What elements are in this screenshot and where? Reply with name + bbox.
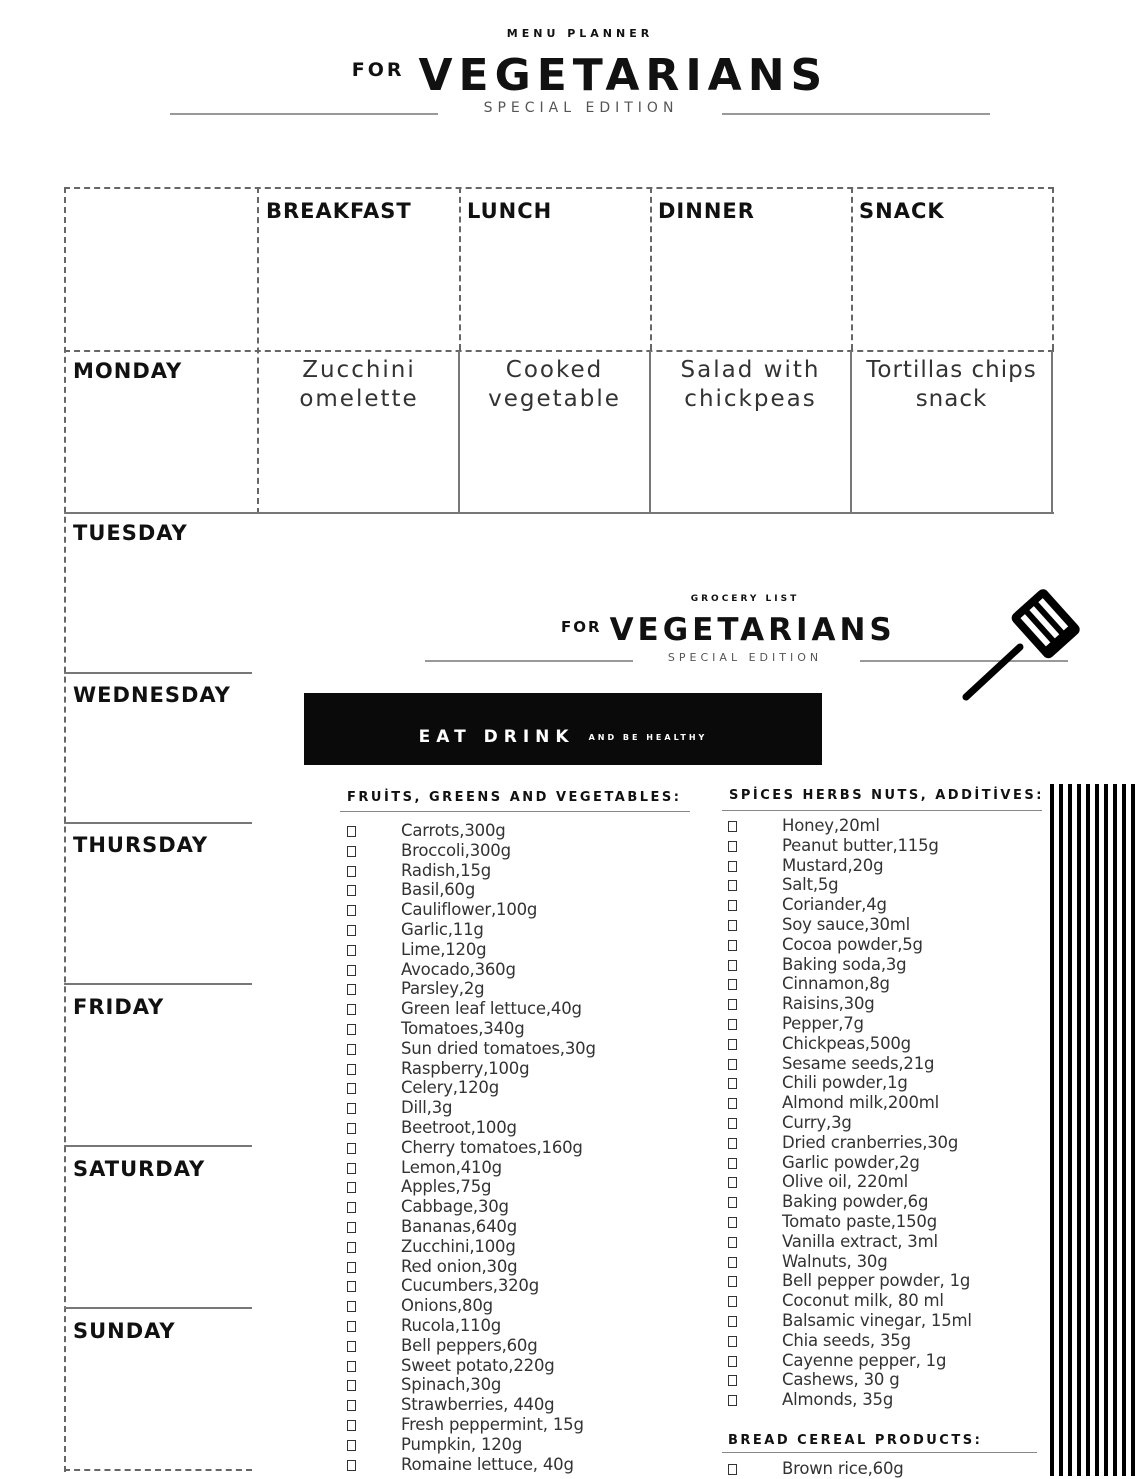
- grocery-item-label: Avocado,360g: [401, 959, 516, 979]
- grocery-item-label: Beetroot,100g: [401, 1117, 517, 1137]
- header-rule-right: [722, 113, 990, 115]
- day-label-saturday: SATURDAY: [73, 1157, 206, 1181]
- grocery-item-label: Tomato paste,150g: [782, 1211, 937, 1231]
- checkbox-icon[interactable]: [347, 905, 356, 916]
- day-label-thursday: THURSDAY: [73, 833, 209, 857]
- grocery-item-label: Coriander,4g: [782, 895, 887, 915]
- monday-dinner-line1: Salad with: [680, 357, 821, 383]
- checkbox-icon[interactable]: [347, 1044, 356, 1055]
- monday-snack-line1: Tortillas chips: [866, 357, 1037, 383]
- grocery-item-label: Cabbage,30g: [401, 1197, 509, 1217]
- grocery-item-label: Peanut butter,115g: [782, 835, 939, 855]
- checkbox-icon[interactable]: [728, 979, 737, 990]
- grocery-item-label: Soy sauce,30ml: [782, 914, 911, 934]
- day-label-friday: FRIDAY: [73, 995, 165, 1019]
- checkbox-icon[interactable]: [728, 1158, 737, 1169]
- checkbox-icon[interactable]: [728, 1217, 737, 1228]
- grocery-item-label: Cayenne pepper, 1g: [782, 1350, 947, 1370]
- fruits-heading-rule: [340, 811, 690, 812]
- monday-snack-line2: snack: [915, 386, 988, 412]
- grid-right-border-top: [1052, 187, 1054, 350]
- grid-top-border: [64, 187, 1054, 189]
- grocery-item-label: Coconut milk, 80 ml: [782, 1291, 944, 1311]
- grocery-item-label: Lime,120g: [401, 939, 487, 959]
- checkbox-icon[interactable]: [347, 1301, 356, 1312]
- checkbox-icon[interactable]: [347, 1341, 356, 1352]
- grocery-item-label: Garlic powder,2g: [782, 1152, 920, 1172]
- checkbox-icon[interactable]: [347, 1242, 356, 1253]
- grocery-item-label: Vanilla extract, 3ml: [782, 1231, 938, 1251]
- checkbox-icon[interactable]: [728, 1039, 737, 1050]
- decorative-stripes: [1050, 784, 1140, 1476]
- checkbox-icon[interactable]: [728, 821, 737, 832]
- checkbox-icon[interactable]: [347, 1083, 356, 1094]
- checkbox-icon[interactable]: [728, 1098, 737, 1109]
- grocery-item-label: Almonds, 35g: [782, 1390, 894, 1410]
- checkbox-icon[interactable]: [347, 1103, 356, 1114]
- grid-col-divider-1: [459, 187, 461, 350]
- monday-breakfast-line1: Zucchini: [302, 357, 416, 383]
- checkbox-icon[interactable]: [728, 1375, 737, 1386]
- grocery-item-label: Zucchini,100g: [401, 1236, 516, 1256]
- grocery-item-label: Bell pepper powder, 1g: [782, 1271, 971, 1291]
- checkbox-icon[interactable]: [347, 1004, 356, 1015]
- checkbox-icon[interactable]: [728, 1078, 737, 1089]
- menu-planner-kicker: MENU PLANNER: [506, 27, 654, 40]
- day-rule-saturday: [64, 1145, 252, 1147]
- grocery-item-label: Sweet potato,220g: [401, 1355, 555, 1375]
- checkbox-icon[interactable]: [728, 1336, 737, 1347]
- spatula-icon: [960, 585, 1085, 705]
- grocery-item-label: Sesame seeds,21g: [782, 1053, 935, 1073]
- checkbox-icon[interactable]: [728, 1019, 737, 1030]
- menu-planner-title: [0, 50, 1140, 101]
- checkbox-icon[interactable]: [347, 925, 356, 936]
- spices-heading-rule: [722, 810, 1042, 811]
- grocery-item-label: Broccoli,300g: [401, 840, 511, 860]
- checkbox-icon[interactable]: [347, 1024, 356, 1035]
- checkbox-icon[interactable]: [347, 1143, 356, 1154]
- checkbox-icon[interactable]: [728, 999, 737, 1010]
- day-rule-friday: [64, 983, 252, 985]
- checkbox-icon[interactable]: [728, 940, 737, 951]
- checkbox-icon[interactable]: [728, 1395, 737, 1406]
- grocery-title-for: FOR: [561, 618, 602, 636]
- grocery-item-label: Baking powder,6g: [782, 1192, 929, 1212]
- monday-bottom-border: [64, 512, 1054, 514]
- checkbox-icon[interactable]: [728, 880, 737, 891]
- grocery-item-label: Bell peppers,60g: [401, 1335, 538, 1355]
- checkbox-icon[interactable]: [728, 1197, 737, 1208]
- checkbox-icon[interactable]: [347, 846, 356, 857]
- checkbox-icon[interactable]: [347, 1440, 356, 1451]
- menu-planner-title-main: VEGETARIANS: [418, 50, 829, 101]
- grocery-item-label: Chickpeas,500g: [782, 1033, 911, 1053]
- grocery-item-label: Balsamic vinegar, 15ml: [782, 1310, 972, 1330]
- grocery-item-label: Sun dried tomatoes,30g: [401, 1038, 596, 1058]
- checkbox-icon[interactable]: [728, 960, 737, 971]
- grocery-item-label: Dill,3g: [401, 1098, 453, 1118]
- grocery-item-label: Romaine lettuce, 40g: [401, 1454, 574, 1474]
- day-label-sunday: SUNDAY: [73, 1319, 176, 1343]
- checkbox-icon[interactable]: [347, 866, 356, 877]
- checkbox-icon[interactable]: [347, 1361, 356, 1372]
- day-label-tuesday: TUESDAY: [73, 521, 188, 545]
- grocery-rule-left: [425, 660, 633, 662]
- grocery-item-label: Cauliflower,100g: [401, 900, 538, 920]
- grid-col-divider-3: [851, 187, 853, 350]
- day-label-monday: MONDAY: [73, 359, 183, 383]
- checkbox-icon[interactable]: [728, 1356, 737, 1367]
- meal-header-lunch: LUNCH: [467, 199, 553, 223]
- grocery-item-label: Celery,120g: [401, 1078, 499, 1098]
- spices-heading: SPİCES HERBS NUTS, ADDİTİVES:: [729, 788, 1044, 803]
- day-label-wednesday: WEDNESDAY: [73, 683, 231, 707]
- grocery-item-label: Pumpkin, 120g: [401, 1434, 523, 1454]
- checkbox-icon[interactable]: [728, 1316, 737, 1327]
- meal-header-snack: SNACK: [859, 199, 945, 223]
- grocery-kicker: GROCERY LIST: [690, 594, 800, 604]
- day-rule-thursday: [64, 822, 252, 824]
- checkbox-icon[interactable]: [728, 920, 737, 931]
- checkbox-icon[interactable]: [728, 900, 737, 911]
- checkbox-icon[interactable]: [728, 1118, 737, 1129]
- grocery-item-label: Mustard,20g: [782, 855, 884, 875]
- checkbox-icon[interactable]: [728, 1059, 737, 1070]
- grocery-item-label: Carrots,300g: [401, 821, 506, 840]
- grocery-item-label: Parsley,2g: [401, 979, 485, 999]
- eat-drink-banner: [304, 693, 822, 765]
- checkbox-icon[interactable]: [347, 1321, 356, 1332]
- checkbox-icon[interactable]: [347, 1262, 356, 1273]
- checkbox-icon[interactable]: [347, 1420, 356, 1431]
- checkbox-icon[interactable]: [728, 1257, 737, 1268]
- grocery-item-label: Lemon,410g: [401, 1157, 502, 1177]
- grocery-item-label: Garlic,11g: [401, 919, 484, 939]
- grocery-item-label: Bananas,640g: [401, 1216, 517, 1236]
- grocery-item-label: Cinnamon,8g: [782, 974, 890, 994]
- monday-lunch-line2: vegetable: [488, 386, 621, 412]
- grocery-item-label: Baking soda,3g: [782, 954, 907, 974]
- grocery-item-label: Brown rice,60g: [782, 1459, 904, 1478]
- monday-snack: [852, 356, 1051, 414]
- grocery-title: [561, 612, 896, 648]
- grocery-item-label: Cucumbers,320g: [401, 1276, 539, 1296]
- grocery-item-label: Honey,20ml: [782, 816, 880, 835]
- monday-breakfast: [260, 356, 458, 414]
- monday-lunch-line1: Cooked: [505, 357, 604, 383]
- checkbox-icon[interactable]: [728, 1296, 737, 1307]
- bread-heading: BREAD CEREAL PRODUCTS:: [728, 1433, 983, 1448]
- grocery-item-label: Fresh peppermint, 15g: [401, 1414, 584, 1434]
- grocery-item-label: Cocoa powder,5g: [782, 934, 923, 954]
- grocery-item-label: Chia seeds, 35g: [782, 1330, 911, 1350]
- grocery-item-label: Strawberries, 440g: [401, 1395, 555, 1415]
- grid-header-divider: [64, 350, 1054, 352]
- checkbox-icon[interactable]: [347, 826, 356, 837]
- banner-main-text: EAT DRINK: [418, 727, 575, 747]
- checkbox-icon[interactable]: [728, 1138, 737, 1149]
- grocery-item-label: Green leaf lettuce,40g: [401, 999, 582, 1019]
- checkbox-icon[interactable]: [347, 1460, 356, 1471]
- grocery-item-label: Rucola,110g: [401, 1315, 502, 1335]
- checkbox-icon[interactable]: [347, 885, 356, 896]
- grocery-item-label: Basil,60g: [401, 880, 476, 900]
- day-rule-sunday: [64, 1307, 252, 1309]
- monday-dinner: [651, 356, 850, 414]
- grocery-item-label: Spinach,30g: [401, 1375, 502, 1395]
- checkbox-icon[interactable]: [728, 1464, 737, 1475]
- checkbox-icon[interactable]: [347, 1182, 356, 1193]
- checkbox-icon[interactable]: [728, 861, 737, 872]
- checkbox-icon[interactable]: [728, 1177, 737, 1188]
- grid-left-border: [64, 187, 66, 1472]
- grocery-item-label: Apples,75g: [401, 1177, 492, 1197]
- checkbox-icon[interactable]: [728, 1237, 737, 1248]
- menu-planner-title-for: FOR: [351, 59, 405, 81]
- grocery-item-label: Cashews, 30 g: [782, 1370, 900, 1390]
- day-rule-wednesday: [64, 672, 252, 674]
- grocery-item-label: Pepper,7g: [782, 1013, 864, 1033]
- checkbox-icon[interactable]: [347, 1380, 356, 1391]
- checkbox-icon[interactable]: [347, 1123, 356, 1134]
- header-rule-left: [170, 113, 438, 115]
- menu-planner-subtitle: SPECIAL EDITION: [483, 100, 679, 116]
- grocery-item-label: Curry,3g: [782, 1112, 852, 1132]
- meal-header-dinner: DINNER: [658, 199, 755, 223]
- banner-small-text: AND BE HEALTHY: [588, 733, 708, 742]
- checkbox-icon[interactable]: [347, 1202, 356, 1213]
- grocery-item-label: Raisins,30g: [782, 994, 875, 1014]
- grocery-item-label: Red onion,30g: [401, 1256, 518, 1276]
- checkbox-icon[interactable]: [728, 841, 737, 852]
- grocery-item-label: Dried cranberries,30g: [782, 1132, 959, 1152]
- checkbox-icon[interactable]: [347, 1400, 356, 1411]
- monday-lunch: [460, 356, 649, 414]
- fruits-heading: FRUİTS, GREENS AND VEGETABLES:: [347, 790, 682, 805]
- grocery-item-label: Salt,5g: [782, 875, 839, 895]
- grid-day-divider: [257, 187, 259, 514]
- grocery-item-label: Olive oil, 220ml: [782, 1172, 909, 1192]
- grocery-item-label: Radish,15g: [401, 860, 492, 880]
- grocery-item-label: Chili powder,1g: [782, 1073, 908, 1093]
- grocery-item-label: Raspberry,100g: [401, 1058, 530, 1078]
- checkbox-icon[interactable]: [347, 965, 356, 976]
- grid-col-divider-2: [650, 187, 652, 350]
- monday-breakfast-line2: omelette: [299, 386, 419, 412]
- checkbox-icon[interactable]: [347, 1163, 356, 1174]
- checkbox-icon[interactable]: [728, 1276, 737, 1287]
- grocery-item-label: Walnuts, 30g: [782, 1251, 888, 1271]
- grocery-subtitle: SPECIAL EDITION: [667, 651, 823, 664]
- checkbox-icon[interactable]: [347, 1222, 356, 1233]
- grocery-item-label: Cherry tomatoes,160g: [401, 1137, 583, 1157]
- bread-heading-rule: [722, 1452, 1037, 1453]
- grocery-title-main: VEGETARIANS: [609, 612, 896, 648]
- grocery-item-label: Tomatoes,340g: [401, 1018, 525, 1038]
- monday-dinner-line2: chickpeas: [684, 386, 817, 412]
- grid-bottom-border: [64, 1469, 252, 1471]
- meal-header-breakfast: BREAKFAST: [266, 199, 412, 223]
- checkbox-icon[interactable]: [347, 984, 356, 995]
- grocery-item-label: Almond milk,200ml: [782, 1093, 940, 1113]
- checkbox-icon[interactable]: [347, 1281, 356, 1292]
- grocery-item-label: Onions,80g: [401, 1296, 493, 1316]
- monday-right-border: [1051, 351, 1053, 514]
- checkbox-icon[interactable]: [347, 945, 356, 956]
- checkbox-icon[interactable]: [347, 1064, 356, 1075]
